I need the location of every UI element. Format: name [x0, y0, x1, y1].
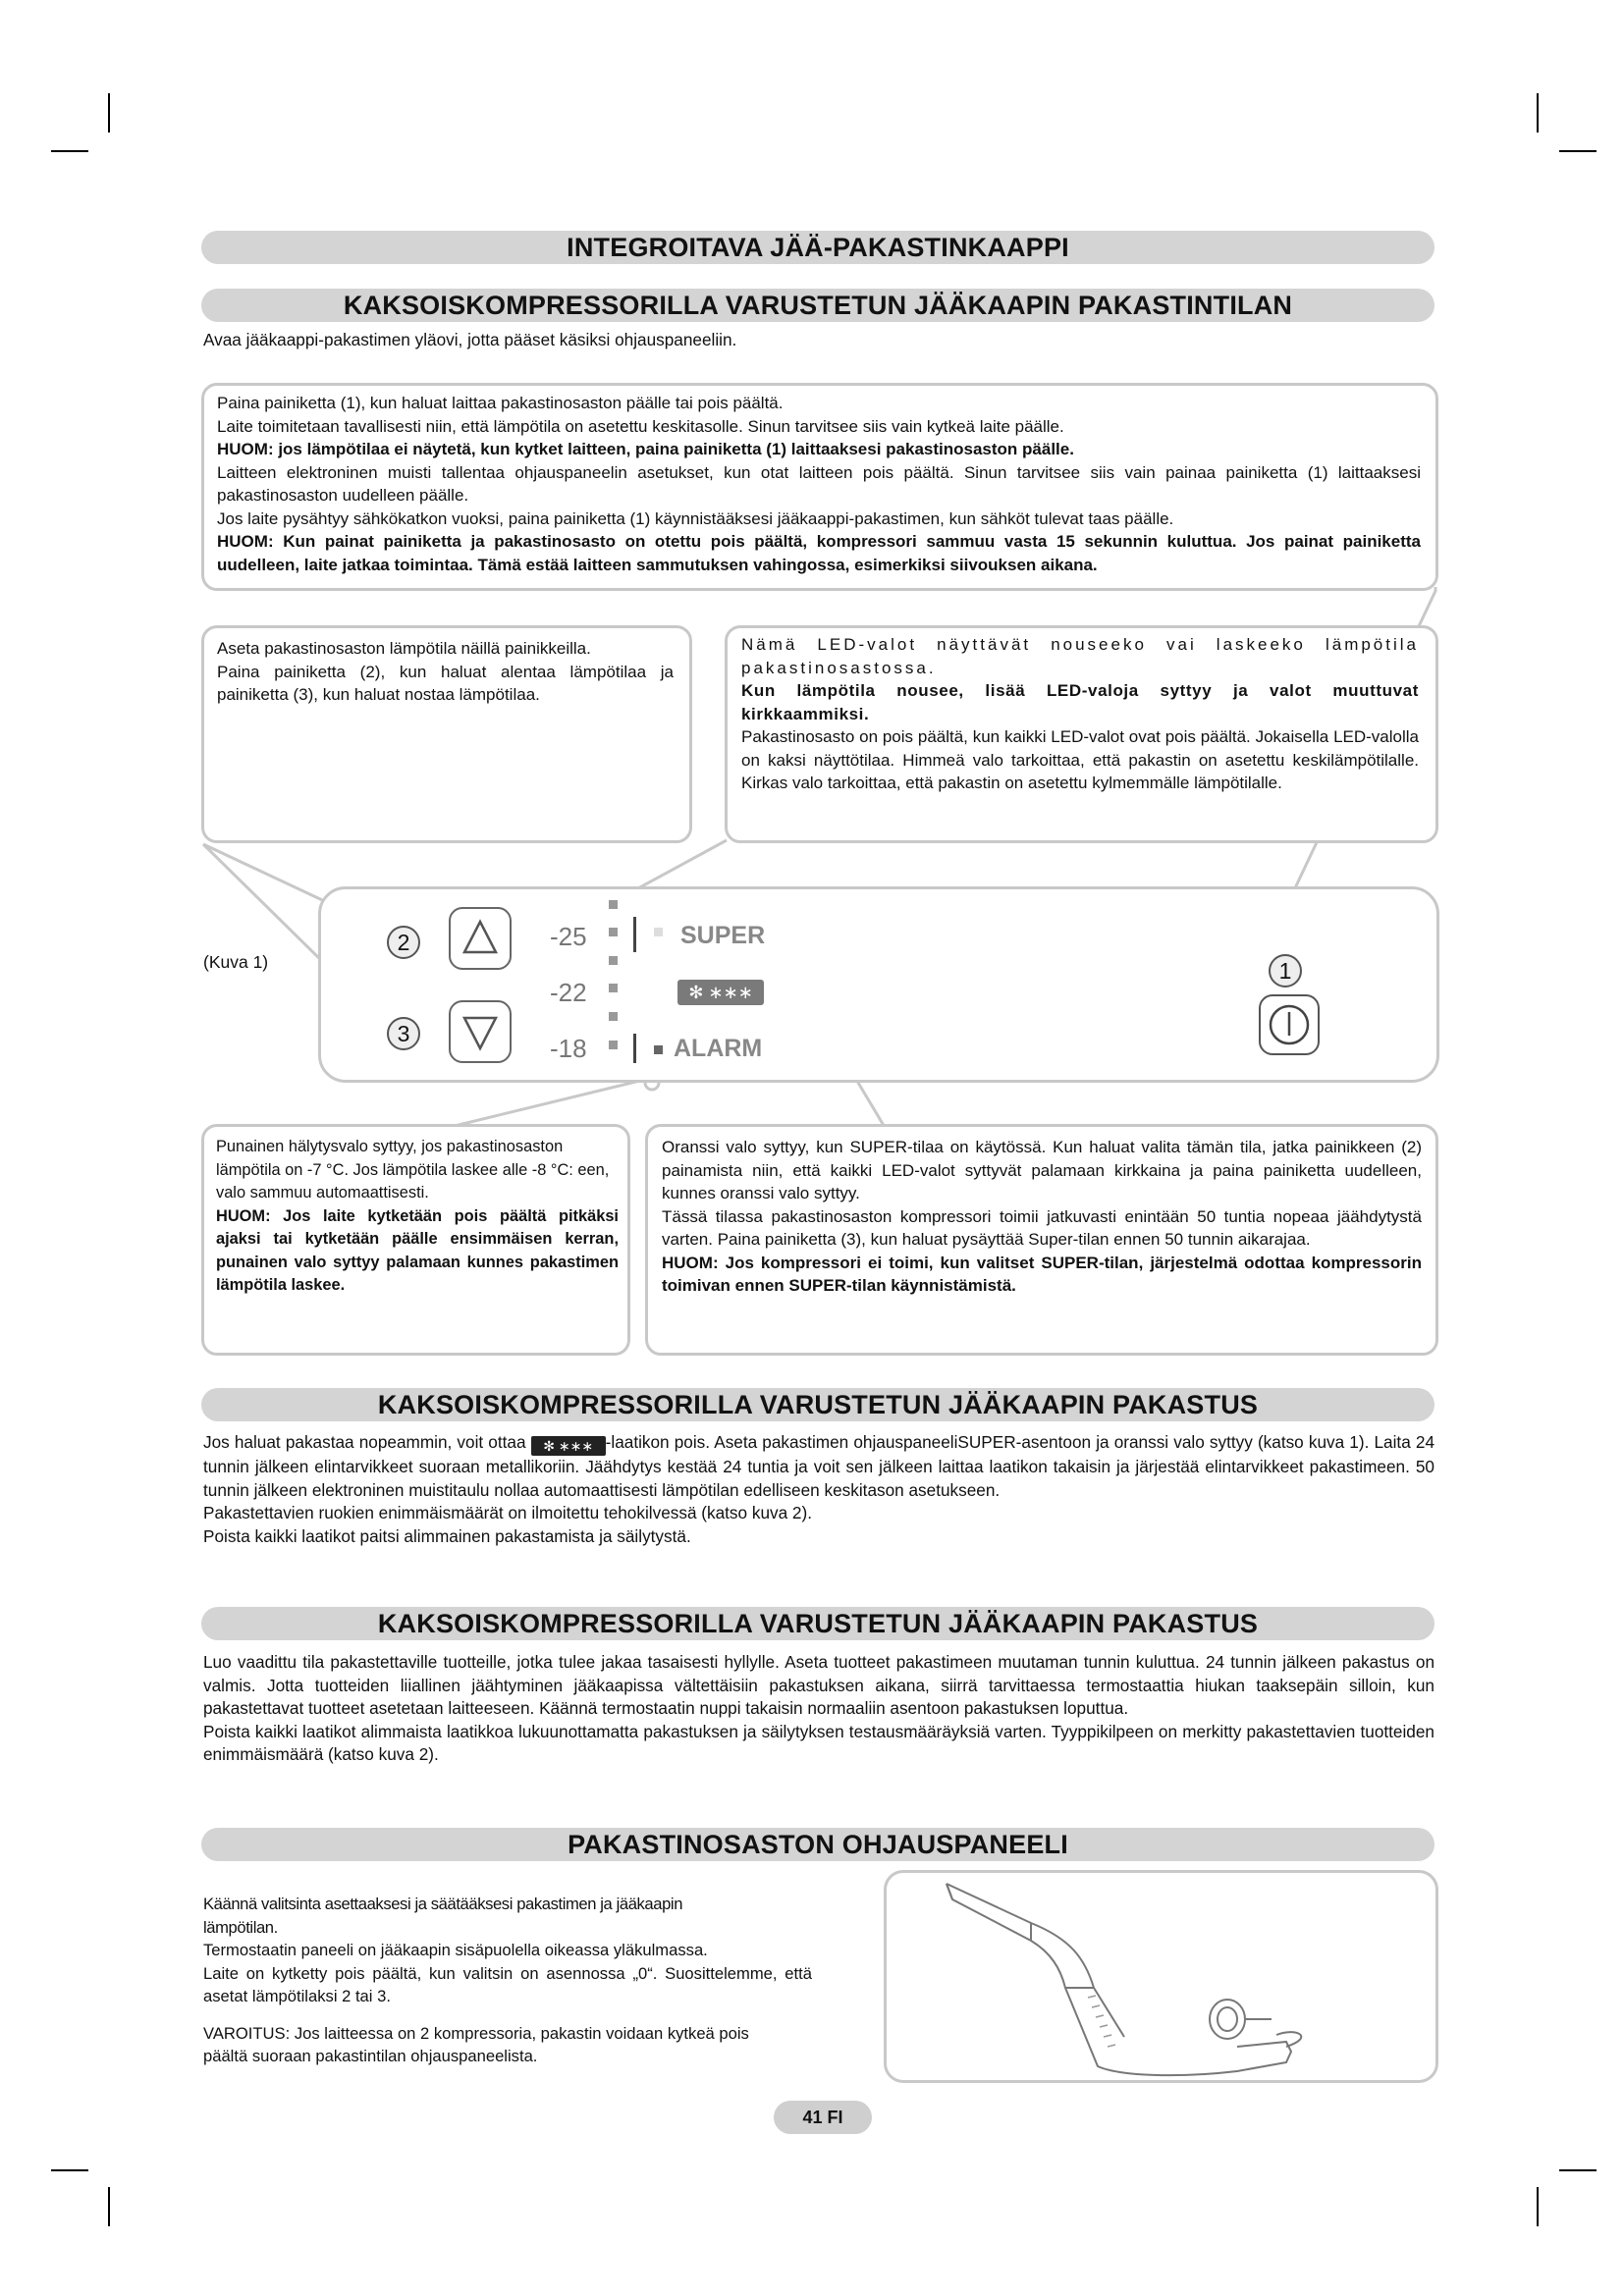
- text-span: -laatikon pois. Aseta pakastimen ohjauspaneeliSUPER-asentoon ja oranssi valo syttyy (katso kuva 1). Laita 24 tunnin jälkeen elintarvikkeet suoraan metallikoriin. Jäähdytys kestää 24 tuntia ja voit sen jälkeen laittaa laatikon takaisin ja järjestää elintarvikkeet pakastimeen. 50 tunnin jälkeen elektroninen muistitaulu nollaa automaattisesti lämpötilan edelliseen keskitason asetukseen.: [203, 1432, 1435, 1500]
- section-heading: KAKSOISKOMPRESSORILLA VARUSTETUN JÄÄKAAPIN PAKASTINTILAN: [201, 289, 1435, 322]
- section2-text: [203, 1431, 1435, 1548]
- temp-led: [609, 928, 618, 936]
- alarm-led: [654, 1045, 663, 1054]
- temp-led: [609, 900, 618, 909]
- section-heading: KAKSOISKOMPRESSORILLA VARUSTETUN JÄÄKAAPIN PAKASTUS: [201, 1607, 1435, 1640]
- alarm-label: ALARM: [674, 1035, 763, 1062]
- callout-number-2: 2: [387, 926, 420, 959]
- text-line: Jos laite pysähtyy sähkökatkon vuoksi, paina painiketta (1) käynnistääksesi jääkaappi-pakastimen, kun sähköt tulevat taas päälle.: [217, 508, 1174, 528]
- temperature-down-button[interactable]: [449, 907, 512, 970]
- note-line: HUOM: Jos kompressori ei toimi, kun valitset SUPER-tilan, järjestelmä odottaa kompressorin toimivan ennen SUPER-tilan käynnistämistä.: [662, 1253, 1422, 1295]
- text-line: Punainen hälytysvalo syttyy, jos pakastinosaston lämpötila on -7 °C. Jos lämpötila laskee alle -8 °C: een, valo sammuu automaattisesti.: [216, 1138, 610, 1201]
- note-line: HUOM: jos lämpötilaa ei näytetä, kun kytket laitteen, paina painiketta (1) laittaaksesi pakastinosaston päälle.: [217, 440, 1074, 458]
- info-box-led-text: [741, 633, 1419, 795]
- text-line: Tässä tilassa pakastinosaston kompressori toimii jatkuvasti enintään 50 tuntia nopeaa jäähdytystä varten. Paina painiketta (3), kun haluat pysäyttää Super-tilan ennen 50 tunnin aikarajaa.: [662, 1206, 1422, 1249]
- temp-label-minus-25: -25: [550, 922, 587, 951]
- info-box-temperature-buttons-text: [217, 637, 674, 707]
- info-box-alarm-text: [216, 1136, 619, 1298]
- text-line: Laite toimitetaan tavallisesti niin, että lämpötila on asetettu keskitasolle. Sinun tarvitsee siis vain kytkeä laite päälle.: [217, 416, 1064, 436]
- text-line: Laitteen elektroninen muisti tallentaa ohjauspaneelin asetukset, kun otat laitteen pois päältä. Sinun tarvitsee siis vain painaa painiketta (1) laittaaksesi pakastinosaston uudelleen päälle.: [217, 462, 1421, 505]
- temp-label-minus-22: -22: [550, 978, 587, 1007]
- text-line: Käännä valitsinta asettaaksesi ja säätääksesi pakastimen ja jääkaapin lämpötilan.: [203, 1895, 683, 1937]
- triangle-up-icon: [451, 909, 510, 968]
- fast-freeze-drawer-inline-icon: [531, 1436, 606, 1456]
- text-line: Oranssi valo syttyy, kun SUPER-tilaa on käytössä. Kun haluat valita tämän tila, jatka painikkeen (2) painamista niin, että kaikki LED-valot syttyvät palamaan kirkkaina ja paina painiketta uudelleen, kunnes oranssi valo syttyy.: [662, 1138, 1422, 1202]
- text-line: Paina painiketta (2), kun haluat alentaa lämpötilaa ja painiketta (3), kun haluat nostaa lämpötilaa.: [217, 662, 674, 704]
- super-led: [654, 928, 663, 936]
- info-box-power-text: [217, 392, 1421, 576]
- text-line: Poista kaikki laatikot alimmaista laatikkoa lukuunottamatta pakastuksen ja säilytyksen testausmääräyksiä varten. Tyyppikilpeen on merkitty pakastettavien tuotteiden enimmäismäärä (katso kuva 2).: [203, 1721, 1435, 1764]
- intro-text: Avaa jääkaappi-pakastimen yläovi, jotta pääset käsiksi ohjauspaneeliin.: [203, 330, 737, 349]
- figure-caption: (Kuva 1): [203, 952, 269, 972]
- section3-text: [203, 1651, 1435, 1767]
- text-line: Termostaatin paneeli on jääkaapin sisäpuolella oikeassa yläkulmassa.: [203, 1941, 708, 1959]
- power-button[interactable]: [1259, 994, 1320, 1055]
- info-box-super-text: [662, 1136, 1422, 1298]
- text-line: Pakastinosasto on pois päältä, kun kaikki LED-valot ovat pois päältä. Jokaisella LED-valolla on kaksi näyttötilaa. Himmeä valo tarkoittaa, että pakastin on asetettu keskilämpötilalle. Kirkas valo tarkoittaa, että pakastin on asetettu kylmemmälle lämpötilalle.: [741, 727, 1419, 792]
- text-line: Laite on kytketty pois päältä, kun valitsin on asennossa „0“. Suosittelemme, että asetat lämpötilaksi 2 tai 3.: [203, 1963, 812, 2005]
- note-line: HUOM: Jos laite kytketään pois päältä pitkäksi ajaksi tai kytketään päälle ensimmäisen kerran, punainen valo syttyy palamaan kunnes pakastimen lämpötila laskee.: [216, 1206, 619, 1294]
- page-number: 41 FI: [774, 2101, 872, 2134]
- section-heading: PAKASTINOSASTON OHJAUSPANEELI: [201, 1828, 1435, 1861]
- temp-label-minus-18: -18: [550, 1034, 587, 1063]
- super-label: SUPER: [680, 922, 766, 949]
- fast-freeze-drawer-icon: [677, 980, 764, 1005]
- text-line: VAROITUS: Jos laitteessa on 2 kompressoria, pakastin voidaan kytkeä pois päältä suoraan pakastintilan ohjauspaneelista.: [203, 2023, 749, 2065]
- temp-led: [609, 1012, 618, 1021]
- text-line: Poista kaikki laatikot paitsi alimmainen pakastamista ja säilytystä.: [203, 1525, 691, 1546]
- note-line: HUOM: Kun painat painiketta ja pakastinosasto on otettu pois päältä, kompressori sammuu vasta 15 sekunnin kuluttua. Jos painat painiketta uudelleen, laite jatkaa toimintaa. Tämä estää laitteen sammutuksen vahingossa, esimerkiksi siivouksen aikana.: [217, 532, 1421, 574]
- power-icon: [1261, 996, 1318, 1053]
- panel-divider: [633, 1034, 636, 1063]
- panel-divider: [633, 917, 636, 952]
- temp-led: [609, 956, 618, 965]
- drawer-icon-label: ✻ ∗∗∗: [543, 1438, 594, 1454]
- temperature-up-button[interactable]: [449, 1000, 512, 1063]
- temp-led: [609, 1041, 618, 1049]
- note-line: Kun lämpötila nousee, lisää LED-valoja syttyy ja valot muuttuvat kirkkaammiksi.: [741, 681, 1419, 723]
- triangle-down-icon: [451, 1002, 510, 1061]
- text-line: Nämä LED-valot näyttävät nouseeko vai laskeeko lämpötila pakastinosastossa.: [741, 635, 1419, 677]
- text-line: Pakastettavien ruokien enimmäismäärät on ilmoitettu tehokilvessä (katso kuva 2).: [203, 1503, 812, 1522]
- callout-number-1: 1: [1269, 954, 1302, 988]
- temp-led: [609, 984, 618, 992]
- callout-number-3: 3: [387, 1017, 420, 1050]
- drawer-icon-label: ✻ ∗∗∗: [688, 983, 753, 1002]
- section-heading: KAKSOISKOMPRESSORILLA VARUSTETUN JÄÄKAAPIN PAKASTUS: [201, 1388, 1435, 1421]
- section4-text: [203, 1893, 812, 2068]
- thermostat-panel-illustration: [884, 1870, 1438, 2083]
- text-line: Paina painiketta (1), kun haluat laittaa pakastinosaston päälle tai pois päältä.: [217, 394, 784, 412]
- text-line: Aseta pakastinosaston lämpötila näillä painikkeilla.: [217, 639, 591, 658]
- text-span: Jos haluat pakastaa nopeammin, voit ottaa: [203, 1432, 531, 1452]
- text-line: Luo vaadittu tila pakastettaville tuotteille, jotka tulee jakaa tasaisesti hyllylle. Aseta tuotteet pakastimeen muutaman tunnin kuluttua. 24 tunnin jälkeen pakastus on valmis. Jotta tuotteiden liiallinen jäähtyminen jääkaapissa vältettäisiin pakastuksen aikana, siirrä tarvittaessa termostaattia hiukan taaksepäin silloin, kun pakastettavat tuotteet asetetaan laitteeseen. Käännä termostaatin nuppi takaisin normaaliin asentoon pakastuksen loputtua.: [203, 1652, 1435, 1718]
- page-title: INTEGROITAVA JÄÄ-PAKASTINKAAPPI: [201, 231, 1435, 264]
